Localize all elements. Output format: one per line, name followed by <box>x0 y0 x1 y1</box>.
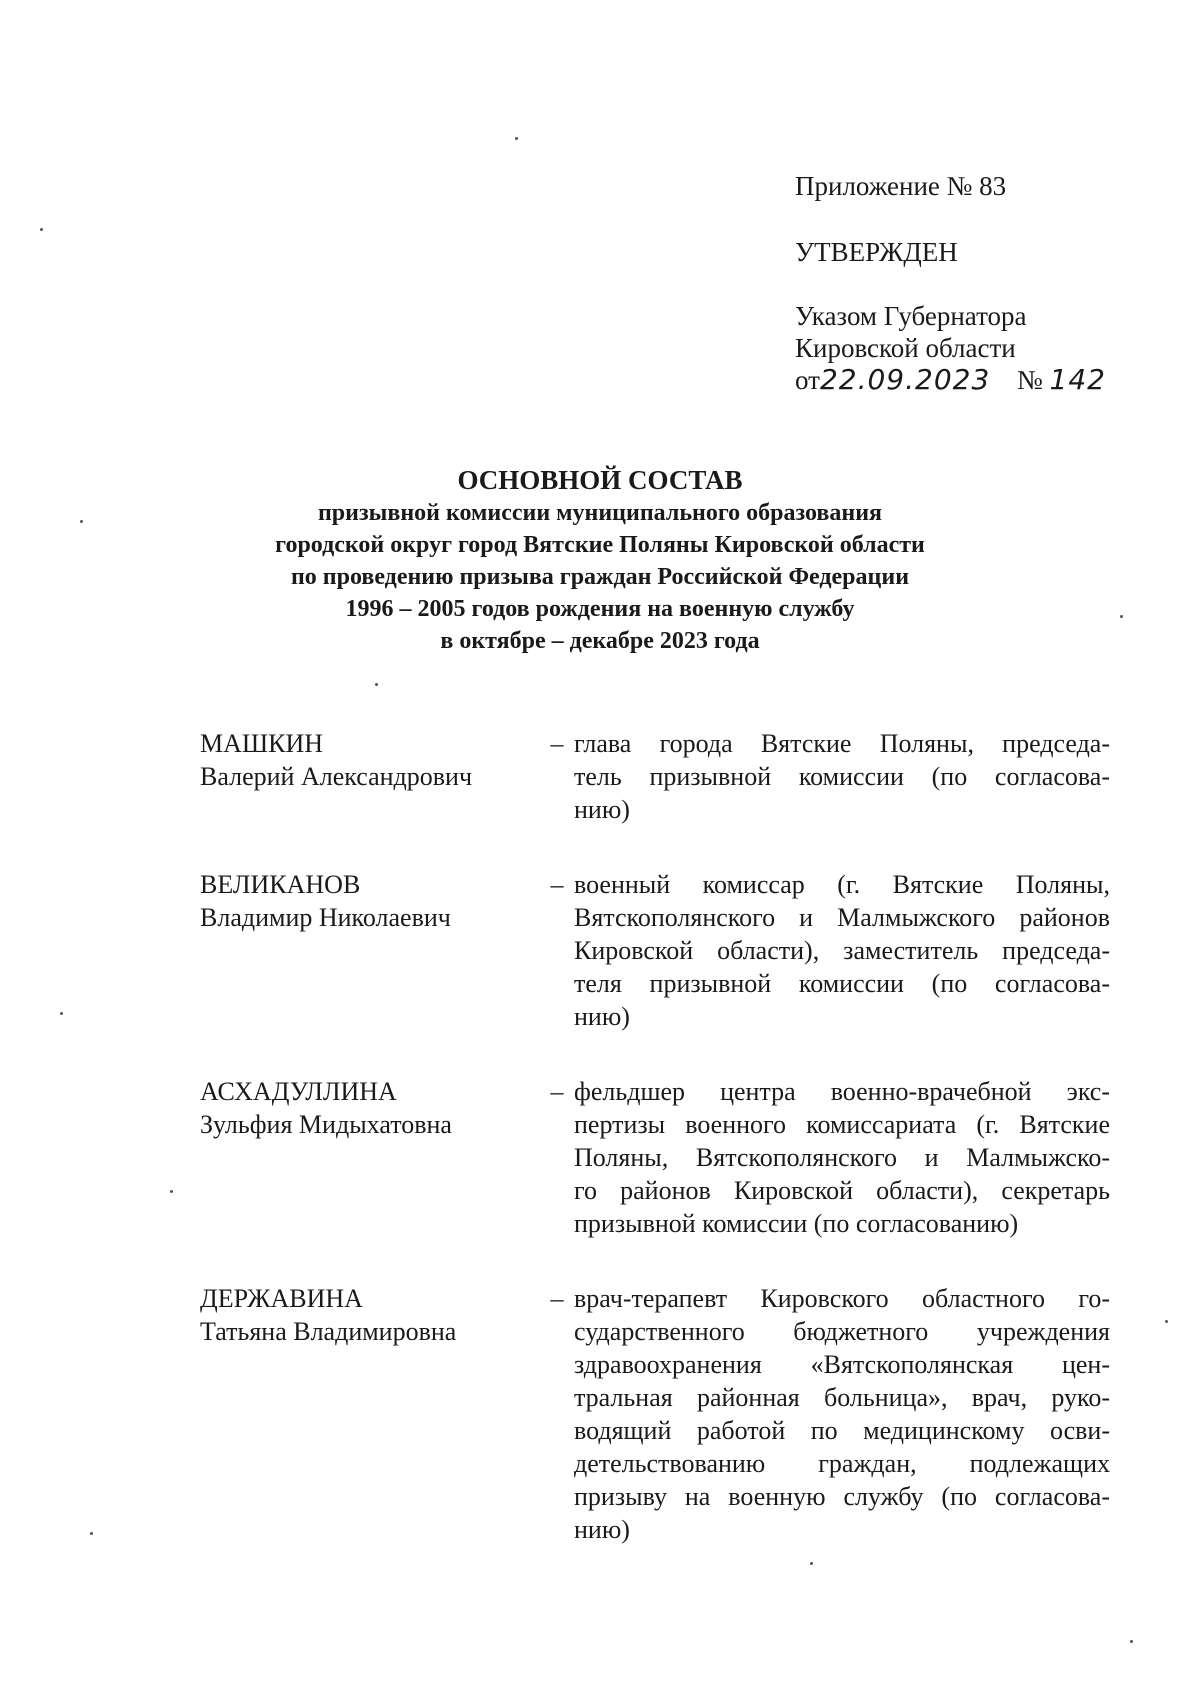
role-line: призывной комиссии (по согласованию) <box>574 1209 1019 1238</box>
scan-speck <box>170 1190 173 1193</box>
handwritten-number: 142 <box>1049 363 1106 396</box>
role-line: здравоохранения «Вятскополянская цен- <box>574 1350 1110 1379</box>
member-role <box>574 868 1110 1033</box>
scan-speck <box>1130 1640 1133 1643</box>
member-entry <box>200 1075 1110 1240</box>
member-entry <box>200 727 1110 826</box>
member-surname: АСХАДУЛЛИНА <box>200 1077 397 1106</box>
member-given-name: Зульфия Мидыхатовна <box>200 1110 452 1139</box>
member-name <box>200 1075 540 1240</box>
date-prefix: от <box>795 365 820 395</box>
role-line: нию) <box>574 1515 630 1544</box>
title-line: призывной комиссии муниципального образования <box>317 500 883 526</box>
decree-line-1: Указом Губернатора <box>795 301 1027 331</box>
role-line: врач-терапевт Кировского областного го- <box>574 1284 1110 1313</box>
role-line: Поляны, Вятскополянского и Малмыжско- <box>574 1143 1110 1172</box>
role-line: детельствованию граждан, подлежащих <box>574 1449 1110 1478</box>
member-name <box>200 727 540 826</box>
member-role <box>574 1075 1110 1240</box>
number-prefix: № <box>1017 365 1043 395</box>
member-name <box>200 868 540 1033</box>
member-surname: ВЕЛИКАНОВ <box>200 870 361 899</box>
role-line: сударственного бюджетного учреждения <box>574 1317 1110 1346</box>
member-surname: ДЕРЖАВИНА <box>200 1284 363 1313</box>
title-line: в октябре – декабре 2023 года <box>440 628 760 654</box>
decree-line-2: Кировской области <box>795 333 1016 363</box>
role-line: пертизы военного комиссариата (г. Вятские <box>574 1110 1110 1139</box>
scan-speck <box>515 137 518 140</box>
role-line: военный комиссар (г. Вятские Поляны, <box>574 870 1110 899</box>
member-given-name: Владимир Николаевич <box>200 903 451 932</box>
role-line: Вятскополянского и Малмыжского районов <box>574 903 1110 932</box>
role-line: тель призывной комиссии (по согласова- <box>574 762 1110 791</box>
member-dash: – <box>550 1077 564 1106</box>
member-dash: – <box>550 1284 564 1313</box>
scan-speck <box>1165 1320 1168 1323</box>
member-given-name: Татьяна Владимировна <box>200 1317 457 1346</box>
member-entry <box>200 1282 1110 1546</box>
member-role <box>574 1282 1110 1546</box>
role-line: фельдшер центра военно-врачебной экс- <box>574 1077 1110 1106</box>
scan-speck <box>810 1562 813 1565</box>
title-main: ОСНОВНОЙ СОСТАВ <box>457 465 743 495</box>
role-line: водящий работой по медицинскому осви- <box>574 1416 1110 1445</box>
role-line: призыву на военную службу (по согласова- <box>574 1482 1110 1511</box>
role-line: го районов Кировской области), секретарь <box>574 1176 1110 1205</box>
scan-speck <box>375 683 378 686</box>
appendix-number: Приложение № 83 <box>795 171 1007 201</box>
approved-label: УТВЕРЖДЕН <box>795 237 958 267</box>
role-line: теля призывной комиссии (по согласова- <box>574 969 1110 998</box>
scan-speck <box>90 1532 93 1535</box>
role-line: нию) <box>574 1002 630 1031</box>
title-line: городской округ город Вятские Поляны Кировской области <box>275 532 925 558</box>
member-dash: – <box>550 729 564 758</box>
title-line: 1996 – 2005 годов рождения на военную службу <box>345 596 855 622</box>
approval-stamp-block <box>795 170 1155 396</box>
member-role <box>574 727 1110 826</box>
role-line: тральная районная больница», врач, руко- <box>574 1383 1110 1412</box>
title-line: по проведению призыва граждан Российской Федерации <box>290 564 910 590</box>
members-list <box>200 727 1110 1546</box>
role-line: нию) <box>574 795 630 824</box>
scan-speck <box>40 228 43 231</box>
document-title <box>150 463 1050 657</box>
member-given-name: Валерий Александрович <box>200 762 473 791</box>
member-surname: МАШКИН <box>200 729 324 758</box>
scan-speck <box>60 1012 63 1015</box>
member-dash: – <box>550 870 564 899</box>
decree-date-line <box>795 364 1155 396</box>
role-line: глава города Вятские Поляны, председа- <box>574 729 1110 758</box>
role-line: Кировской области), заместитель председа- <box>574 936 1110 965</box>
handwritten-date: 22.09.2023 <box>819 363 991 396</box>
scan-speck <box>80 520 83 523</box>
scan-speck <box>1120 615 1123 618</box>
member-entry <box>200 868 1110 1033</box>
member-name <box>200 1282 540 1546</box>
